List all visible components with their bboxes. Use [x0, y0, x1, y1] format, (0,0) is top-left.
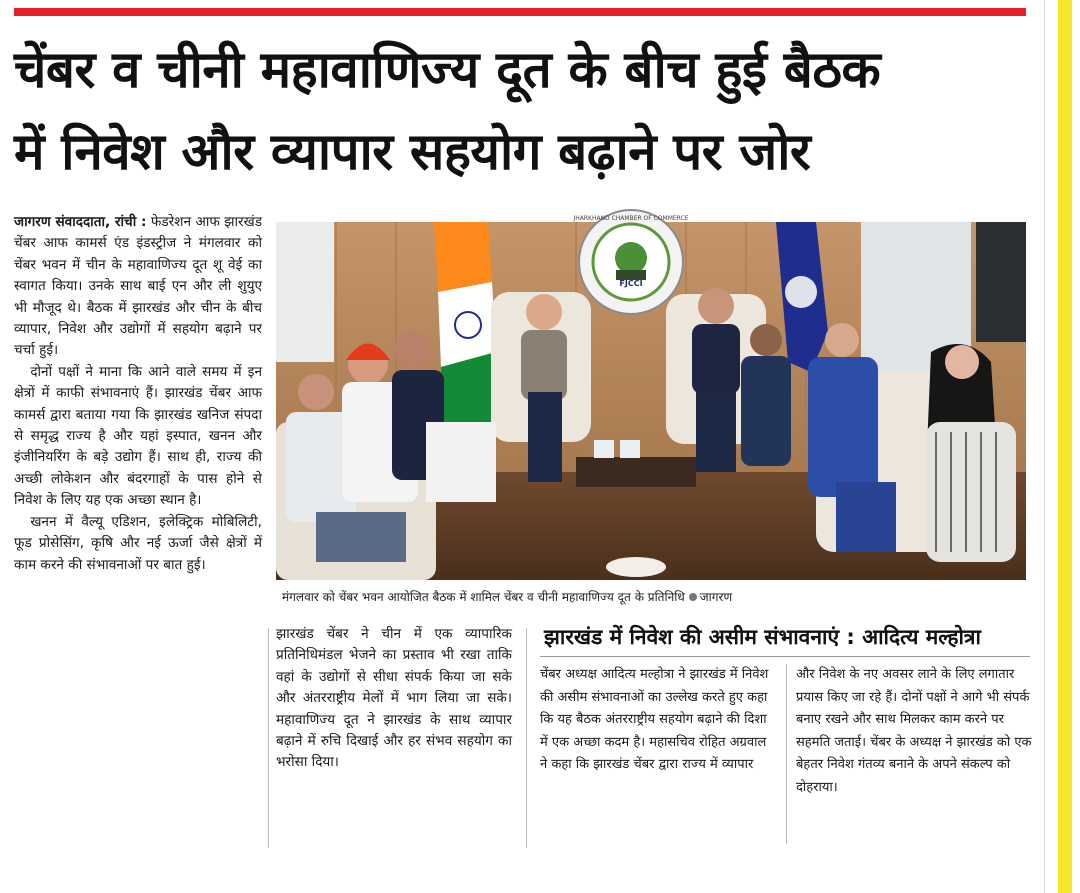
column-divider — [268, 628, 269, 848]
sidebar-column-2 — [796, 664, 1032, 800]
bullet-dot-icon — [689, 593, 697, 601]
main-headline — [14, 30, 1034, 194]
byline: जागरण संवाददाता, रांची : — [14, 214, 147, 230]
article-column-1 — [14, 212, 262, 576]
photo-caption-text: मंगलवार को चेंबर भवन आयोजित बैठक में शामिल चेंबर व चीनी महावाणिज्य दूत के प्रतिनिधि — [282, 590, 685, 604]
meeting-photo — [276, 215, 1026, 580]
sidebar-column-1 — [540, 664, 776, 777]
article-paragraph-4: झारखंड चेंबर ने चीन में एक व्यापारिक प्रतिनिधिमंडल भेजने का प्रस्ताव भी रखा ताकि वहां के उद्योगों से सीधा संपर्क किया जा सके और अंतरराष्ट्रीय मेलों में भाग लिया जा सके। महावाणिज्य दूत ने झारखंड के साथ व्यापार बढ़ाने में रुचि दिखाई और हर संभव सहयोग का भरोसा दिया। — [276, 626, 512, 771]
page-edge-line — [1044, 0, 1045, 893]
yellow-side-bar — [1058, 0, 1072, 893]
column-divider — [526, 628, 527, 848]
article-paragraph-2: दोनों पक्षों ने माना कि आने वाले समय में इन क्षेत्रों में काफी संभावनाएं हैं। झारखंड चेंबर आफ कामर्स द्वारा बताया गया कि झारखंड खनिज संपदा से समृद्ध राज्य है और यहां इस्पात, खनन और इंजीनियरिंग के बड़े उद्योग हैं। साथ ही, राज्य की अच्छी लोकेशन और बंदरगाहों के पास होने से निवेश के लिए यह एक अच्छा स्थान है। — [14, 363, 262, 509]
column-divider — [786, 664, 787, 844]
svg-text:FJCCI: FJCCI — [619, 279, 643, 288]
article-paragraph-3: खनन में वैल्यू एडिशन, इलेक्ट्रिक मोबिलिटी, फूड प्रोसेसिंग, कृषि और नई ऊर्जा जैसे क्षेत्रों में काम करने की संभावनाओं पर बात हुई। — [14, 513, 262, 573]
headline-line-2: में निवेश और व्यापार सहयोग बढ़ाने पर जोर — [14, 123, 811, 182]
photo-caption — [282, 588, 1042, 606]
sidebar-paragraph-1: चेंबर अध्यक्ष आदित्य मल्होत्रा ने झारखंड में निवेश की असीम संभावनाओं का उल्लेख करते हुए कहा कि यह बैठक अंतरराष्ट्रीय सहयोग बढ़ाने की दिशा में एक अच्छा कदम है। महासचिव रोहित अग्रवाल ने कहा कि झारखंड चेंबर द्वारा राज्य में व्यापार — [540, 667, 769, 773]
sidebar-paragraph-2: और निवेश के नए अवसर लाने के लिए लगातार प्रयास किए जा रहे हैं। दोनों पक्षों ने आगे भी संपर्क बनाए रखने और साथ मिलकर काम करने पर सहमति जताई। चेंबर के अध्यक्ष ने झारखंड को एक बेहतर निवेश गंतव्य बनाने के अपने संकल्प को दोहराया। — [796, 667, 1032, 795]
article-column-2 — [276, 624, 512, 774]
top-red-rule — [14, 8, 1026, 16]
article-paragraph-1: फेडरेशन आफ झारखंड चेंबर आफ कामर्स एंड इंडस्ट्रीज ने मंगलवार को चेंबर भवन में चीन के महावाणिज्य दूत शू वेई का स्वागत किया। उनके साथ बाई एन और ली शुयुए भी मौजूद थे। बैठक में झारखंड और चीन के बीच व्यापार, निवेश और उद्योगों में सहयोग बढ़ाने पर चर्चा हुई। — [14, 214, 262, 359]
photo-credit: जागरण — [699, 590, 733, 604]
headline-line-1: चेंबर व चीनी महावाणिज्य दूत के बीच हुई बैठक — [14, 41, 881, 100]
sidebar-rule — [540, 656, 1030, 657]
sidebar-headline: झारखंड में निवेश की असीम संभावनाएं : आदित्य मल्होत्रा — [544, 625, 981, 649]
svg-text:JHARKHAND CHAMBER OF COMMERCE: JHARKHAND CHAMBER OF COMMERCE — [573, 215, 689, 222]
